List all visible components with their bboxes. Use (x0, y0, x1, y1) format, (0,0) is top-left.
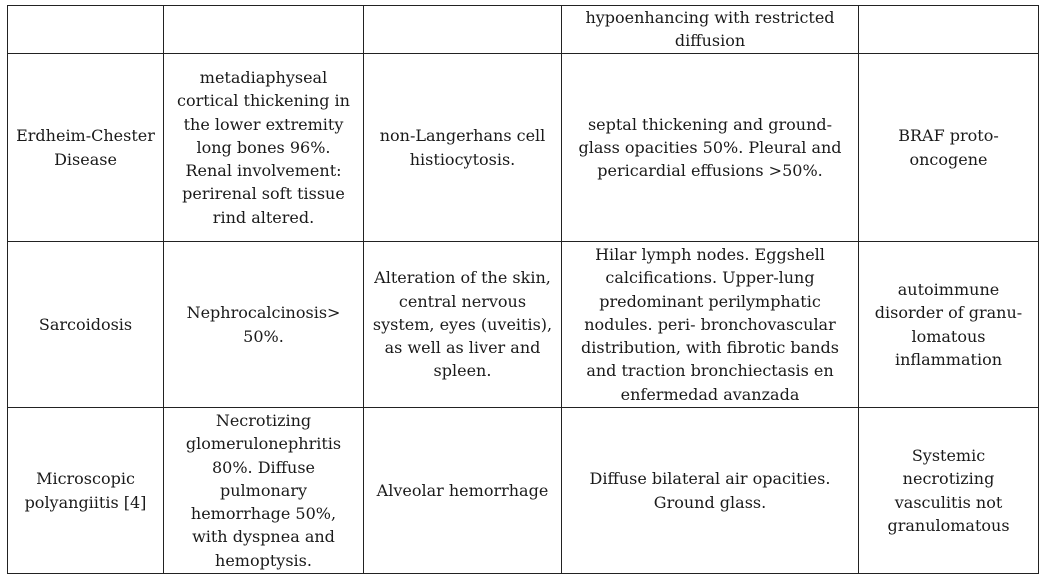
etiology-cell (859, 408, 1039, 574)
renal-findings-text: metadiaphyseal cortical thickening in the lower extremity long bones 96%. Renal involvement: perirenal soft tissue rind altered. (177, 68, 350, 227)
disease-text: Erdheim-Chester Disease (16, 126, 155, 169)
disease-text: Microscopic polyangiitis [4] (24, 469, 147, 512)
table-row (8, 6, 1039, 54)
disease-text: Sarcoidosis (38, 314, 133, 334)
renal-findings-text: Necrotizing glomerulonephritis 80%. Diffuse pulmonary hemorrhage 50%, with dyspnea and hemoptysis. (185, 411, 342, 570)
disease-cell (8, 54, 164, 242)
lung-findings-text: Hilar lymph nodes. Eggshell calcifications. Upper-lung predominant perilymphatic nodules. peri- bronchovascular distribution, with fibrotic bands and traction bronchiectasis en enfermedad avanzada (581, 245, 839, 404)
lung-findings-cell (562, 242, 859, 408)
etiology-cell (859, 242, 1039, 408)
table-row (8, 54, 1039, 242)
disease-cell (8, 408, 164, 574)
disease-cell (8, 242, 164, 408)
extrarenal-cell (364, 242, 562, 408)
etiology-text: autoimmune disorder of granu- lomatous inflammation (874, 280, 1023, 369)
renal-findings-cell (164, 242, 364, 408)
renal-findings-cell (164, 6, 364, 54)
extrarenal-text: Alveolar hemorrhage (376, 480, 549, 500)
extrarenal-cell (364, 54, 562, 242)
extrarenal-text: non-Langerhans cell histiocytosis. (379, 126, 546, 169)
disease-cell (8, 6, 164, 54)
lung-findings-text: hypoenhancing with restricted diffusion (585, 8, 835, 51)
extrarenal-text: Alteration of the skin, central nervous system, eyes (uveitis), as well as liver and spleen. (372, 268, 553, 381)
disease-comparison-table (7, 5, 1039, 574)
extrarenal-cell (364, 6, 562, 54)
extrarenal-cell (364, 408, 562, 574)
table-row (8, 408, 1039, 574)
etiology-cell (859, 54, 1039, 242)
etiology-text: BRAF proto-oncogene (898, 126, 999, 169)
table-row (8, 242, 1039, 408)
renal-findings-text: Nephrocalcinosis> 50%. (186, 303, 341, 346)
lung-findings-text: Diffuse bilateral air opacities. Ground glass. (589, 469, 831, 512)
renal-findings-cell (164, 54, 364, 242)
lung-findings-cell (562, 6, 859, 54)
lung-findings-cell (562, 54, 859, 242)
etiology-cell (859, 6, 1039, 54)
lung-findings-cell (562, 408, 859, 574)
renal-findings-cell (164, 408, 364, 574)
lung-findings-text: septal thickening and ground-glass opacities 50%. Pleural and pericardial effusions >50%. (578, 114, 842, 181)
etiology-text: Systemic necrotizing vasculitis not granulomatous (887, 446, 1010, 535)
